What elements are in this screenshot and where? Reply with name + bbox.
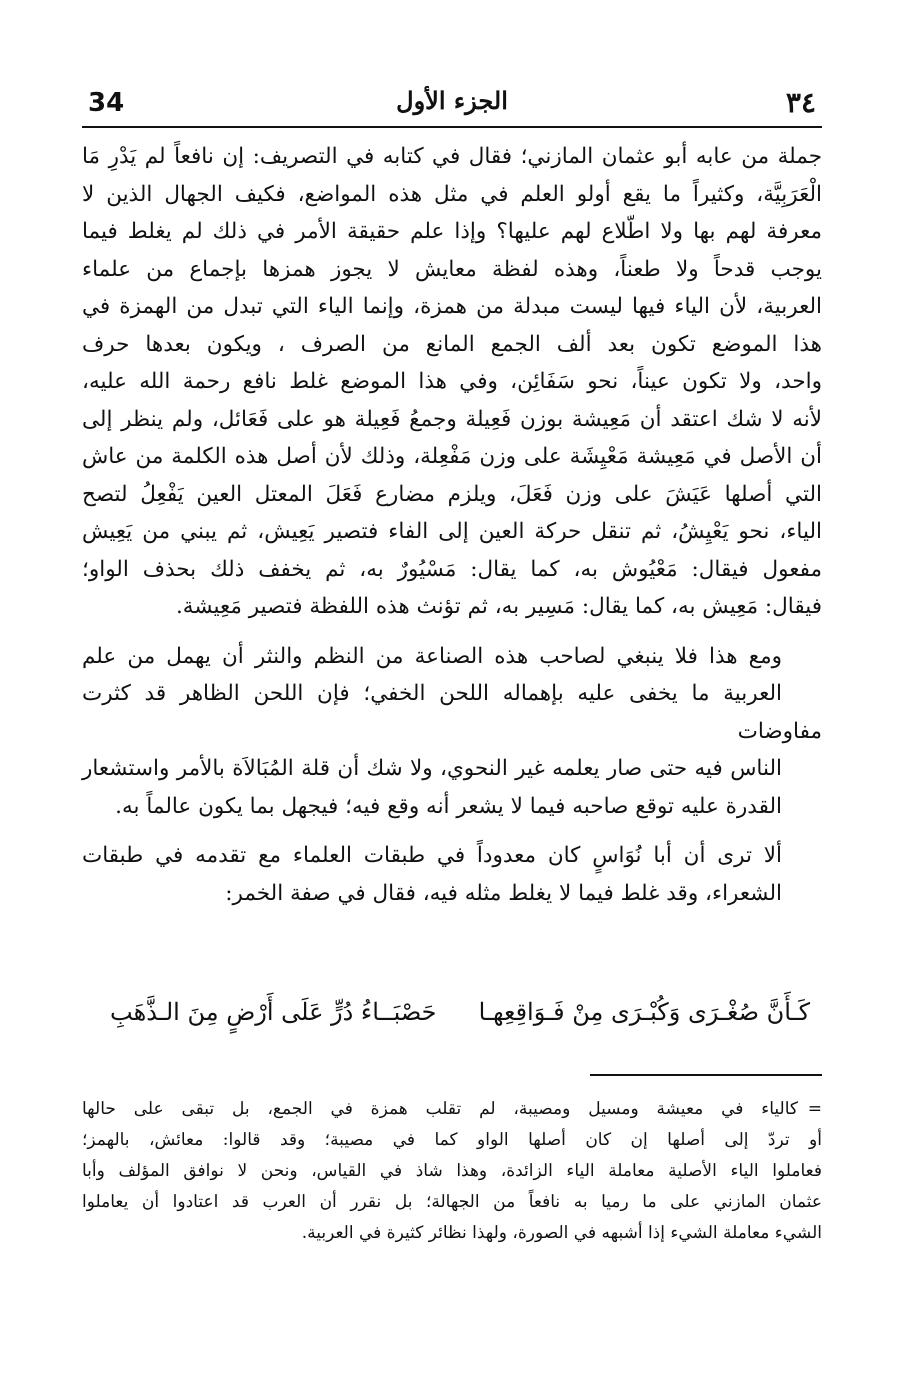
text-line: مفعول فيقال: مَعْيُوش به، كما يقال: مَسْيُورٌ به، ثم يخفف ذلك بحذف الواو؛ xyxy=(82,556,822,582)
text-line: العربية، لأن الياء فيها ليست مبدلة من همزة، وإنما الياء التي تبدل من الهمزة في xyxy=(82,294,822,319)
text-line: لأنه لا شك اعتقد أن مَعِيشة بوزن فَعِيلة وجمعُ فَعِيلة هو على فَعَائل، ولم ينظر إلى xyxy=(82,406,822,432)
verse-second-hemistich: حَصْبَــاءُ دُرٍّ عَلَى أَرْضٍ مِنَ الـذَّهَبِ xyxy=(110,998,437,1026)
footnote-line: الشيء معاملة الشيء إذا أشبهه في الصورة، ولهذا نظائر كثيرة في العربية. xyxy=(301,1223,822,1243)
page-number-latin: 34 xyxy=(88,88,125,118)
footnote-line: عثمان المازني على ما رميا به نافعاً من الجهالة؛ بل نقرر أن العرب قد اعتادوا أن يعاملوا xyxy=(82,1192,822,1212)
page-header xyxy=(82,84,822,124)
running-title: الجزء الأول xyxy=(396,86,508,115)
footnote-line: أو تردّ إلى أصلها إن كان أصلها الواو كما في مصيبة؛ وقد قالوا: معائش، بالهمز؛ xyxy=(82,1130,822,1150)
footnote-line-text: كالياء في معيشة ومسيل ومصيبة، لم تقلب همزة في الجمع، بل تبقى على حالها xyxy=(82,1099,798,1119)
text-line: جملة من عابه أبو عثمان المازني؛ فقال في كتابه في التصريف: إن نافعاً لم يَدْرِ مَا xyxy=(82,144,822,169)
footnote-line xyxy=(82,1094,822,1125)
text-line: القدرة عليه توقع صاحبه فيما لا يشعر أنه وقع فيه؛ فيجهل بما يكون عالماً به. xyxy=(115,793,782,819)
footnote-line: فعاملوا الياء الأصلية معاملة الياء الزائدة، وهذا شاذ في القياس، ونحن لا نوافق المؤلف وأبا xyxy=(82,1161,822,1181)
paragraph-3 xyxy=(82,837,822,912)
text-line: الياء، نحو يَعْيِشُ، ثم تنقل حركة العين إلى الفاء فتصير يَعِيش، ثم يبني من يَعِيش xyxy=(82,519,822,544)
footnote-separator xyxy=(590,1074,822,1076)
text-line: أن الأصل في مَعِيشة مَعْيِشَة على وزن مَفْعِلة، وذلك لأن أصل هذه الكلمة من عاش xyxy=(82,444,822,469)
page-number-arabic: ٣٤ xyxy=(785,86,816,119)
text-line: هذا الموضع تكون بعد ألف الجمع المانع من الصرف ، ويكون بعدها حرف xyxy=(82,331,822,357)
text-line: معرفة لهم بها ولا اطّلاع لهم عليها؟ وإذا علم حقيقة الأمر في ذلك لم يغلط فيما xyxy=(82,219,822,244)
header-rule xyxy=(82,126,822,128)
poetry-verse xyxy=(110,992,810,1042)
text-line: واحد، ولا تكون عيناً، نحو سَفَائِن، وفي هذا الموضع غلط نافع رحمة الله عليه، xyxy=(82,369,822,394)
text-line: ومع هذا فلا ينبغي لصاحب هذه الصناعة من النظم والنثر أن يهمل من علم xyxy=(82,643,782,669)
text-line: يوجب قدحاً ولا طعناً، وهذه لفظة معايش لا يجوز همزها بإجماع من علماء xyxy=(82,256,822,282)
paragraph-1 xyxy=(82,138,822,626)
text-line: الْعَرَبِيَّة، وكثيراً ما يقع أولو العلم في مثل هذه المواضع، فكيف الجهال الذين لا xyxy=(82,181,822,207)
footnote-continuation-mark: = xyxy=(807,1099,822,1119)
verse-first-hemistich: كَـأَنَّ صُغْـرَى وَكُبْـرَى مِنْ فَـوَاقِعِهـا xyxy=(478,998,810,1026)
paragraph-2 xyxy=(82,638,822,826)
text-line: العربية ما يخفى عليه بإهماله اللحن الخفي؛ فإن اللحن الظاهر قد كثرت مفاوضات xyxy=(82,681,822,744)
footnotes xyxy=(82,1094,822,1249)
text-line: ألا ترى أن أبا نُوَاسٍ كان معدوداً في طبقات العلماء مع تقدمه في طبقات xyxy=(82,843,782,868)
text-line: فيقال: مَعِيش به، كما يقال: مَسِير به، ثم تؤنث هذه اللفظة فتصير مَعِيشة. xyxy=(175,594,822,619)
text-line: التي أصلها عَيَشَ على وزن فَعَلَ، ويلزم مضارع فَعَلَ المعتل العين يَفْعِلُ لتصح xyxy=(82,481,822,507)
main-text xyxy=(82,138,822,912)
text-line: الناس فيه حتى صار يعلمه غير النحوي، ولا شك أن قلة المُبَالاَة بالأمر واستشعار xyxy=(82,756,782,781)
text-line: الشعراء، وقد غلط فيما لا يغلط مثله فيه، فقال في صفة الخمر: xyxy=(225,880,782,906)
